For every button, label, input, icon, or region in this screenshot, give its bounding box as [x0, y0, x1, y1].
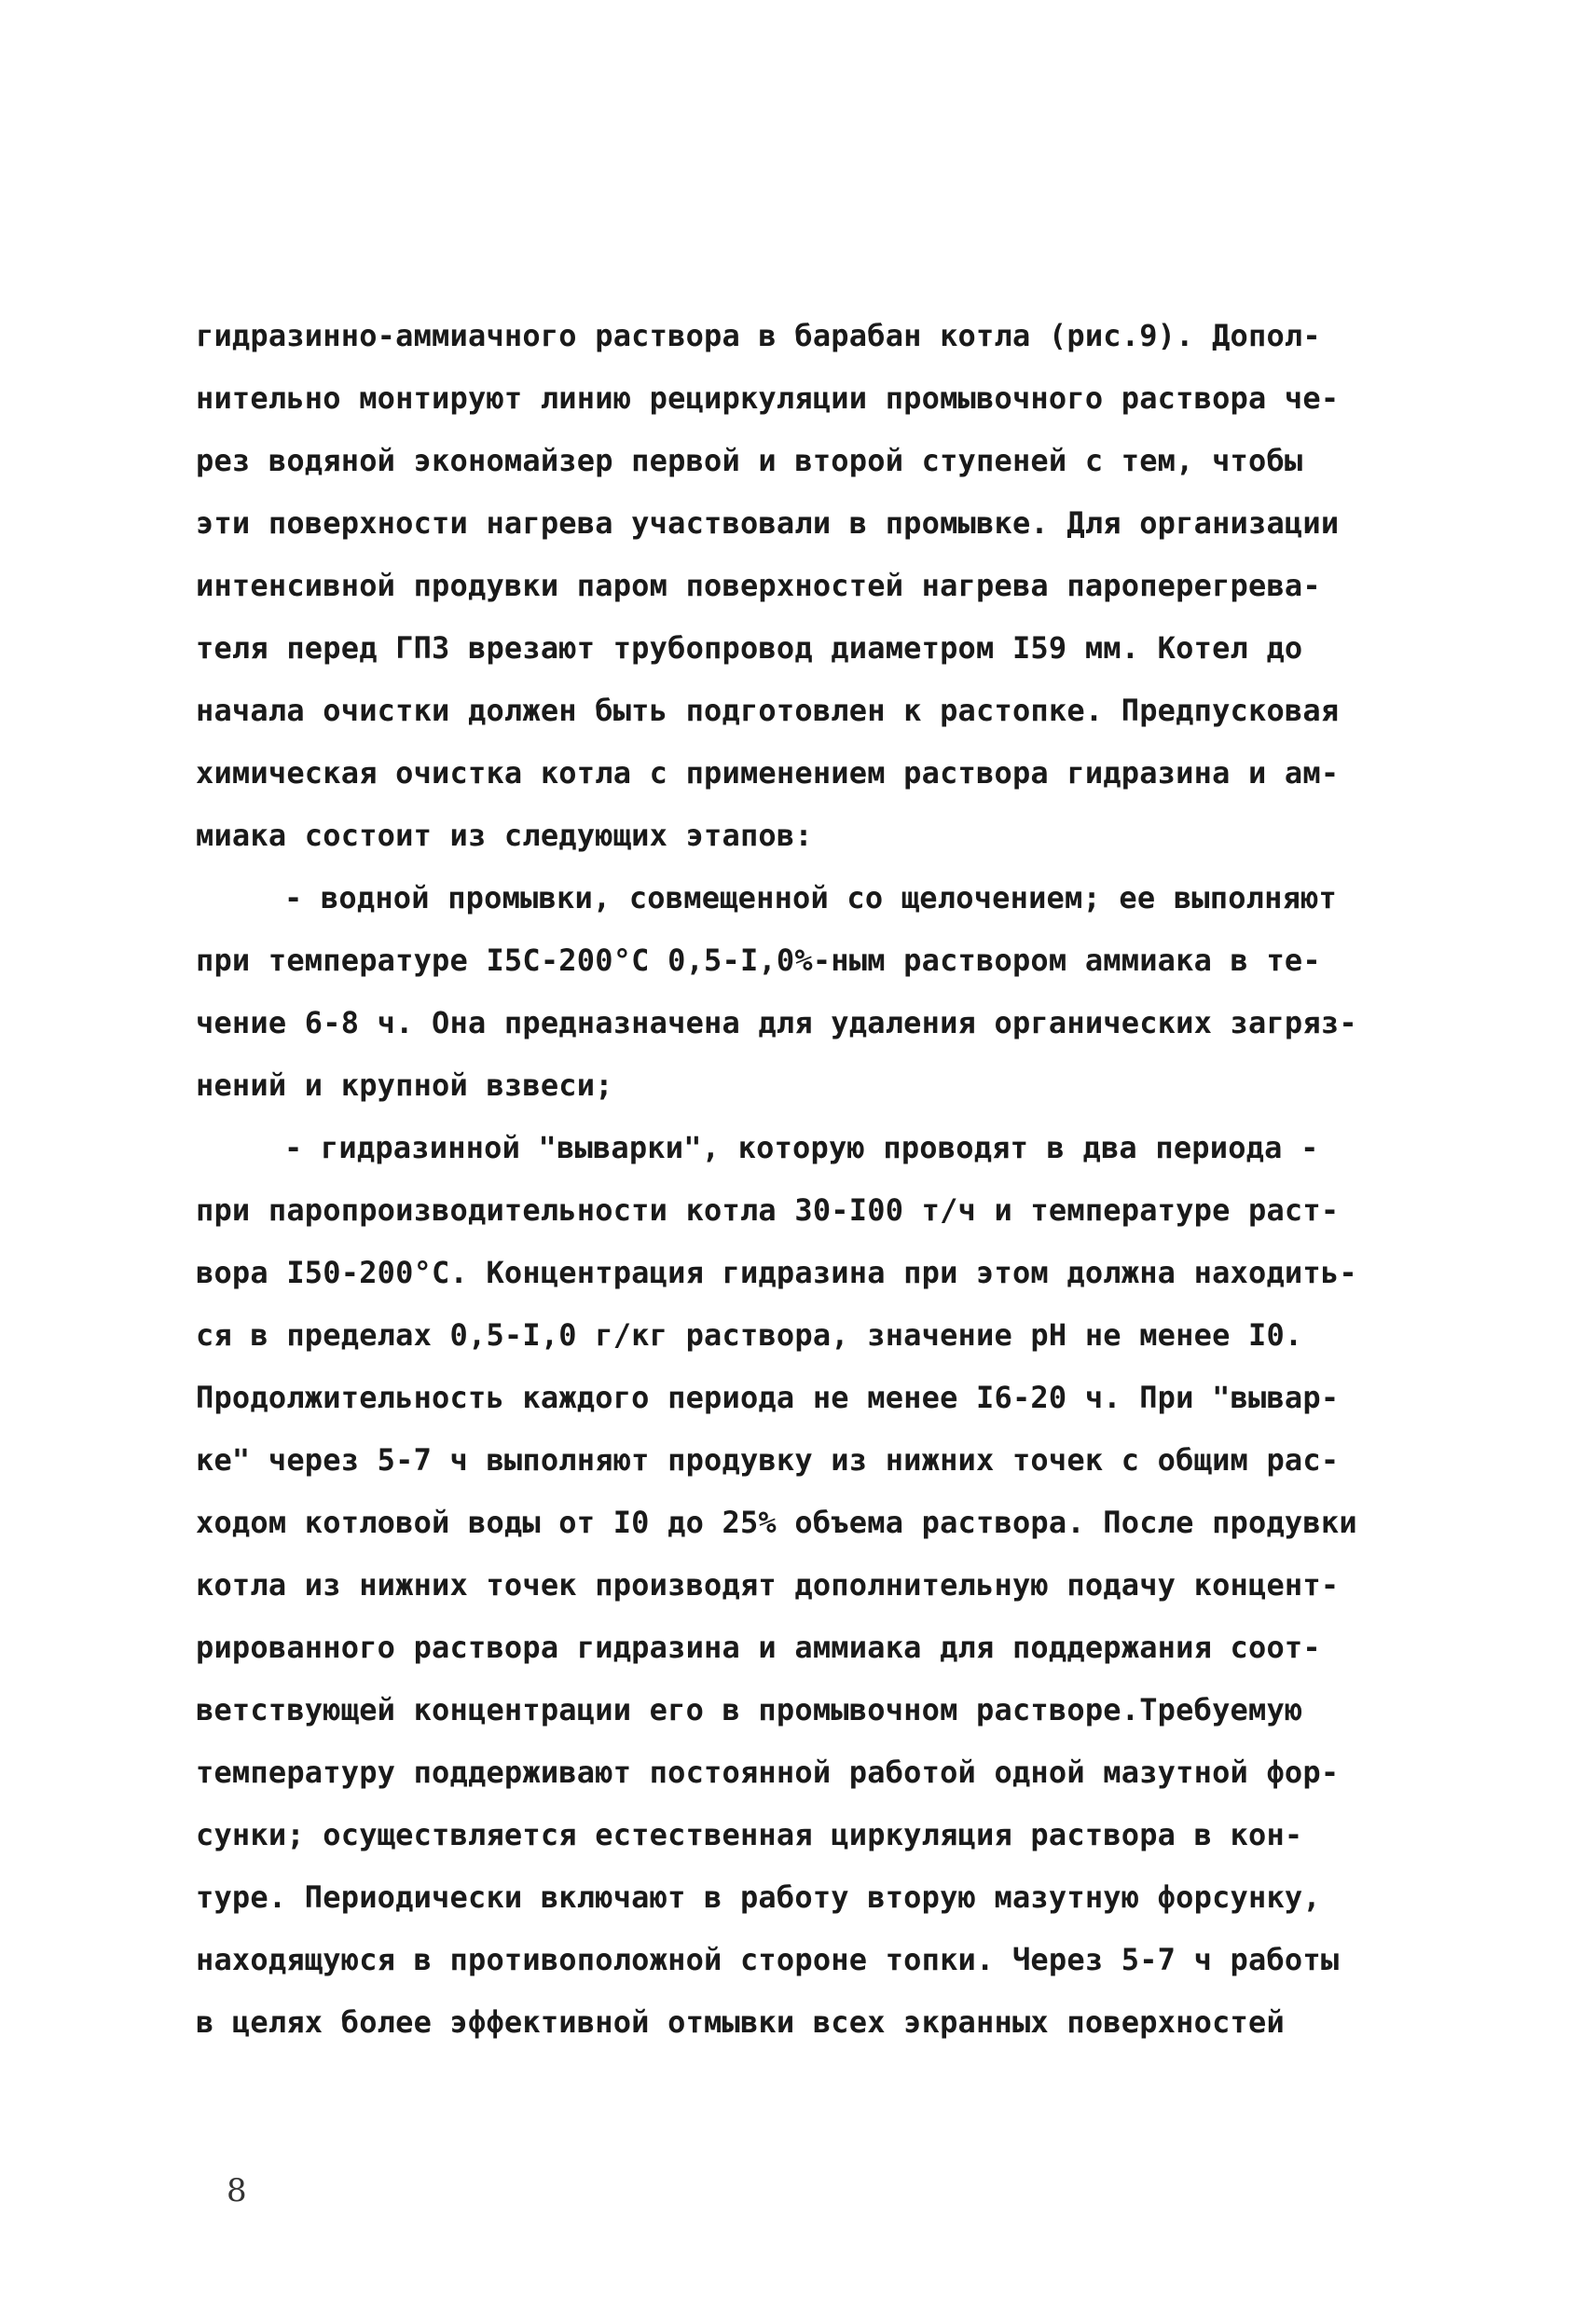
- text-line: рез водяной экономайзер первой и второй ступеней с тем, чтобы: [196, 443, 1303, 478]
- text-line: туре. Периодически включают в работу вторую мазутную форсунку,: [196, 1879, 1321, 1915]
- text-line: ходом котловой воды от I0 до 25% объема раствора. После продувки: [196, 1505, 1357, 1540]
- text-line: температуру поддерживают постоянной работой одной мазутной фор-: [196, 1755, 1340, 1790]
- text-line: чение 6-8 ч. Она предназначена для удаления органических загряз-: [196, 1005, 1357, 1040]
- text-line: при паропроизводительности котла 30-I00 т/ч и температуре раст-: [196, 1192, 1340, 1228]
- text-line: находящуюся в противоположной стороне топки. Через 5-7 ч работы: [196, 1942, 1340, 1977]
- text-line: миака состоит из следующих этапов:: [196, 818, 813, 853]
- text-line: ке" через 5-7 ч выполняют продувку из нижних точек с общим рас-: [196, 1442, 1340, 1478]
- text-line: ся в пределах 0,5-I,0 г/кг раствора, значение pH не менее I0.: [196, 1317, 1303, 1353]
- text-line: начала очистки должен быть подготовлен к растопке. Предпусковая: [196, 693, 1340, 728]
- text-line: в целях более эффективной отмывки всех экранных поверхностей: [196, 2004, 1285, 2040]
- text-line: химическая очистка котла с применением раствора гидразина и ам-: [196, 755, 1340, 791]
- text-line: ветствующей концентрации его в промывочном растворе.Требуемую: [196, 1692, 1303, 1727]
- text-line: нений и крупной взвеси;: [196, 1067, 613, 1103]
- text-line: - водной промывки, совмещенной со щелочением; ее выполняют: [284, 880, 1338, 915]
- text-line: нительно монтируют линию рециркуляции промывочного раствора че-: [196, 380, 1340, 416]
- text-line: котла из нижних точек производят дополнительную подачу концент-: [196, 1567, 1340, 1603]
- text-line: Продолжительность каждого периода не менее I6-20 ч. При "вывар-: [196, 1380, 1340, 1415]
- text-line: рированного раствора гидразина и аммиака для поддержания соот-: [196, 1630, 1321, 1665]
- text-line: при температуре I5С-200°С 0,5-I,0%-ным раствором аммиака в те-: [196, 943, 1321, 978]
- text-line: гидразинно-аммиачного раствора в барабан котла (рис.9). Допол-: [196, 318, 1321, 353]
- text-line: вора I50-200°С. Концентрация гидразина при этом должна находить-: [196, 1255, 1357, 1290]
- text-line: сунки; осуществляется естественная циркуляция раствора в кон-: [196, 1817, 1303, 1852]
- text-line: - гидразинной "выварки", которую проводят в два периода -: [284, 1130, 1319, 1165]
- page-number: 8: [227, 2172, 247, 2209]
- text-line: эти поверхности нагрева участвовали в промывке. Для организации: [196, 505, 1340, 541]
- text-line: теля перед ГПЗ врезают трубопровод диаметром I59 мм. Котел до: [196, 630, 1303, 666]
- text-line: интенсивной продувки паром поверхностей нагрева пароперегрева-: [196, 568, 1321, 603]
